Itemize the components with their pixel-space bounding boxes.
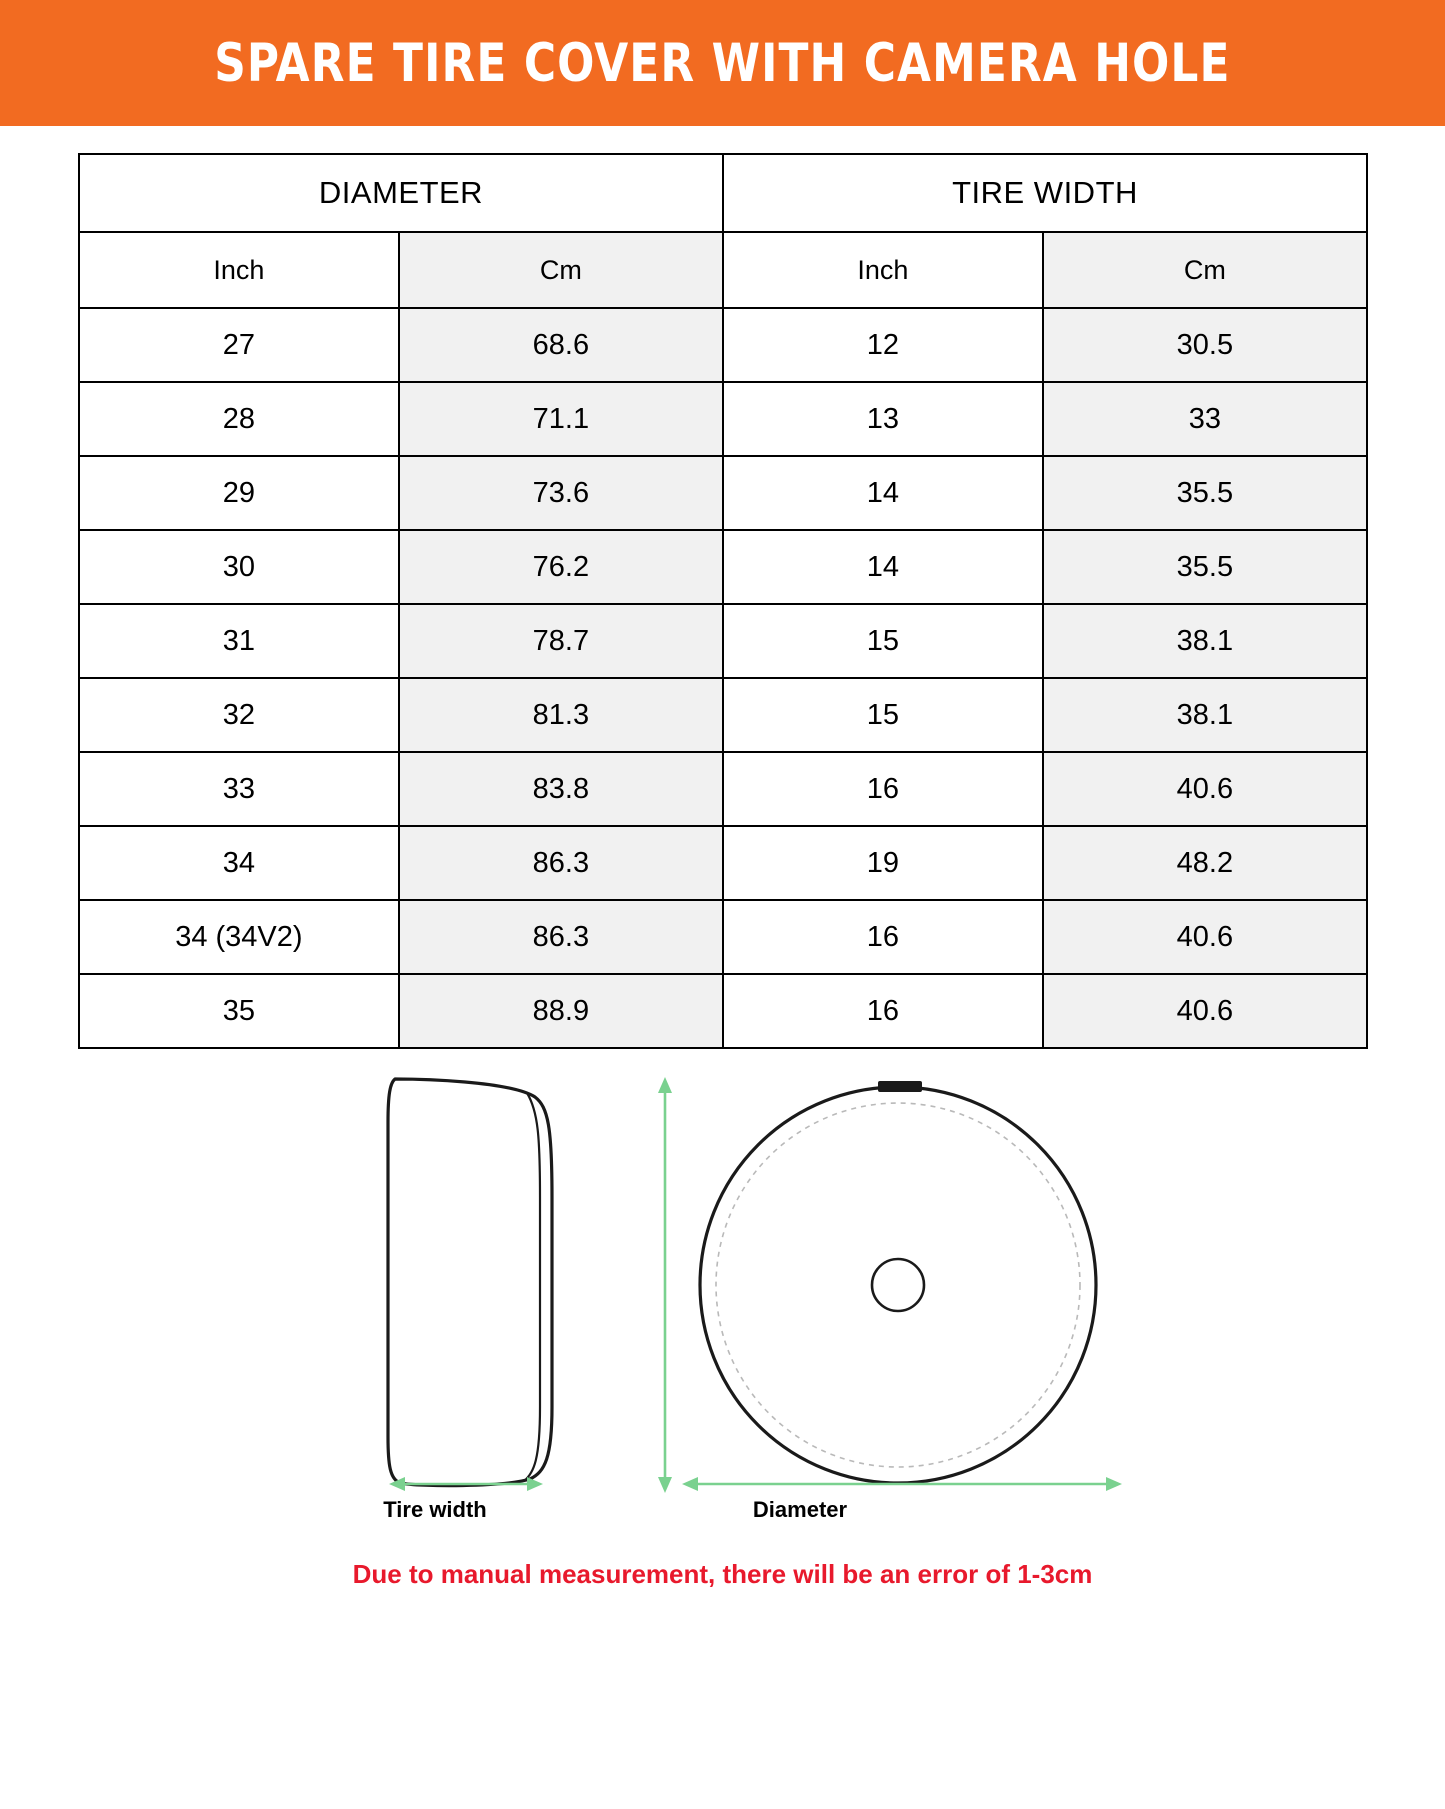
table-row (79, 530, 1367, 604)
cell-width-cm: 38.1 (1043, 678, 1367, 752)
table-group-header-row (79, 154, 1367, 232)
page-title: SPARE TIRE COVER WITH CAMERA HOLE (214, 32, 1231, 94)
measurement-diagram (0, 1067, 1445, 1537)
tire-width-label: Tire width (383, 1497, 487, 1522)
table-row (79, 456, 1367, 530)
cell-width-inch: 12 (723, 308, 1043, 382)
cell-diameter-inch: 28 (79, 382, 399, 456)
diameter-label: Diameter (752, 1497, 848, 1522)
cell-width-inch: 15 (723, 678, 1043, 752)
cell-diameter-inch: 33 (79, 752, 399, 826)
cell-width-inch: 14 (723, 456, 1043, 530)
unit-header-width-cm: Cm (1043, 232, 1367, 308)
cell-diameter-cm: 81.3 (399, 678, 723, 752)
cell-diameter-cm: 76.2 (399, 530, 723, 604)
cell-width-cm: 33 (1043, 382, 1367, 456)
camera-notch-icon (878, 1081, 922, 1092)
cell-diameter-cm: 83.8 (399, 752, 723, 826)
cell-diameter-cm: 73.6 (399, 456, 723, 530)
table-row (79, 382, 1367, 456)
cell-width-inch: 16 (723, 974, 1043, 1048)
table-row (79, 308, 1367, 382)
cell-diameter-inch: 34 (79, 826, 399, 900)
side-view-cover-icon (388, 1079, 552, 1486)
cell-width-cm: 40.6 (1043, 974, 1367, 1048)
cell-width-cm: 48.2 (1043, 826, 1367, 900)
cell-width-inch: 14 (723, 530, 1043, 604)
cell-width-inch: 19 (723, 826, 1043, 900)
table-row (79, 752, 1367, 826)
cell-width-cm: 40.6 (1043, 900, 1367, 974)
cell-width-inch: 15 (723, 604, 1043, 678)
cell-width-inch: 16 (723, 752, 1043, 826)
size-table-container (78, 153, 1368, 1049)
table-row (79, 826, 1367, 900)
cell-diameter-cm: 78.7 (399, 604, 723, 678)
table-row (79, 678, 1367, 752)
cell-diameter-cm: 68.6 (399, 308, 723, 382)
measurement-disclaimer: Due to manual measurement, there will be an error of 1-3cm (352, 1559, 1093, 1589)
table-row (79, 974, 1367, 1048)
cell-diameter-cm: 86.3 (399, 826, 723, 900)
cell-width-inch: 16 (723, 900, 1043, 974)
camera-hole-icon (872, 1259, 924, 1311)
cell-diameter-inch: 29 (79, 456, 399, 530)
size-table (78, 153, 1368, 1049)
table-unit-header-row (79, 232, 1367, 308)
unit-header-width-inch: Inch (723, 232, 1043, 308)
cell-diameter-inch: 34 (34V2) (79, 900, 399, 974)
cell-diameter-inch: 27 (79, 308, 399, 382)
cell-diameter-inch: 35 (79, 974, 399, 1048)
cell-diameter-cm: 86.3 (399, 900, 723, 974)
table-row (79, 604, 1367, 678)
cell-width-cm: 38.1 (1043, 604, 1367, 678)
table-row (79, 900, 1367, 974)
cell-width-cm: 35.5 (1043, 530, 1367, 604)
front-view-cover-icon (700, 1081, 1096, 1483)
cell-diameter-cm: 88.9 (399, 974, 723, 1048)
diameter-vertical-arrow (658, 1077, 672, 1493)
cell-diameter-cm: 71.1 (399, 382, 723, 456)
cell-width-inch: 13 (723, 382, 1043, 456)
cell-diameter-inch: 30 (79, 530, 399, 604)
unit-header-diameter-inch: Inch (79, 232, 399, 308)
header-banner (0, 0, 1445, 126)
cell-diameter-inch: 32 (79, 678, 399, 752)
group-header-diameter: DIAMETER (79, 154, 723, 232)
cell-diameter-inch: 31 (79, 604, 399, 678)
unit-header-diameter-cm: Cm (399, 232, 723, 308)
diagram-svg (0, 1067, 1445, 1537)
group-header-tire-width: TIRE WIDTH (723, 154, 1367, 232)
cell-width-cm: 35.5 (1043, 456, 1367, 530)
cell-width-cm: 30.5 (1043, 308, 1367, 382)
cell-width-cm: 40.6 (1043, 752, 1367, 826)
